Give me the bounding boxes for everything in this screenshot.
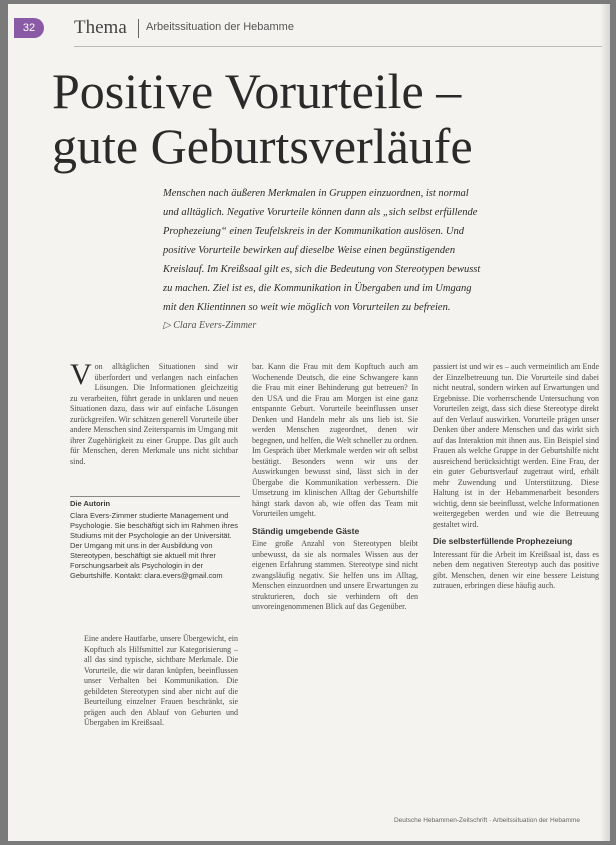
body-paragraph: passiert ist und wir es – auch vermeintlich am Ende der Einzelbetreuung tun. Die Vorurteile sind dabei nicht neutral, sondern wirken auf Erwartungen und Ergebnisse. Die vorherrschende Untersuchung von Vorurteilen zeigt, dass sich diese Stereotype direkt auf den Verlauf auswirken. Vorurteile prägen unser Denken über andere Menschen und das wirkt sich auf das Interaktion mit ihnen aus. Ein Beispiel sind Frauen als welche Gruppe in der Geburtshilfe nicht ausreichend berücksichtigt werden. Eine Frau, der ein guter Geburtsverlauf zugetraut wird, erhält mehr Zuwendung und Unterstützung. Diese Haltung ist in der Hebammenarbeit besonders wichtig, denn sie beeinflusst, welche Informationen weitergegeben werden und wie die Betreuung gestaltet wird.	[433, 362, 599, 529]
author-box-heading: Die Autorin	[70, 496, 240, 509]
magazine-page	[8, 4, 610, 841]
title-line-2: gute Geburtsverläufe	[52, 118, 473, 174]
section-label: Thema	[74, 17, 127, 38]
body-column-2	[252, 362, 418, 615]
title-line-1: Positive Vorurteile –	[52, 63, 462, 119]
article-title	[52, 64, 592, 174]
drop-cap: V	[70, 358, 92, 391]
article-lead: Menschen nach äußeren Merkmalen in Gruppen einzuordnen, ist normal und alltäglich. Negative Vorurteile können dann als „sich selbst erfüllende Prophezeiung“ einen Teufelskreis in der Kommunikation auslösen. Und positive Vorurteile bewirken auf dieselbe Weise einen begünstigenden Kreislauf. Im Kreißsaal gilt es, sich die Bedeutung von Stereotypen bewusst zu machen. Ziel ist es, die Kommunikation in Übergaben und im Umgang mit den Klientinnen so weit wie möglich von Vorurteilen zu befreien.	[163, 188, 481, 313]
subheading: Ständig umgebende Gäste	[252, 525, 360, 536]
body-paragraph: Eine große Anzahl von Stereotypen bleibt unbewusst, da sie als normales Wissen aus der eigenen Erfahrung stammen. Stereotype sind nicht zwangsläufig negativ. Sie helfen uns im Alltag, Menschen einzuordnen und unsere Erwartungen zu strukturieren, doch sie verhindern oft den unvoreingenommenen Blick auf das Gegenüber.	[252, 539, 418, 611]
page-number-badge: 32	[14, 18, 44, 38]
body-paragraph: on alltäglichen Situationen sind wir überfordert und verlangen nach einfachen Lösungen. Die Informationen gleichzeitig zu verarbeiten, führt gerade in unklaren und neuen Situationen dazu, dass wir auf einfache Lösungen zurückgreifen. Wir schätzen generell Vorurteile über andere Menschen sind Zeitersparnis im Umgang mit ihrer Zugehörigkeit zu einer Gruppe. Das gilt auch für Menschen, deren Merkmale uns nicht sichtbar sind.	[70, 362, 238, 466]
body-paragraph: Interessant für die Arbeit im Kreißsaal ist, dass es neben dem negativen Stereotyp auch das positive gibt. Menschen, denen wir eine bessere Leistung zutrauen, erbringen diese häufig auch.	[433, 549, 599, 590]
header-rule	[74, 46, 602, 47]
body-paragraph: Eine andere Hautfarbe, unsere Übergewicht, ein Kopftuch als Hilfsmittel zur Kategorisierung – all das sind typische, sichtbare Merkmale. Die Vorurteile, die wir daran knüpfen, beeinflussen unser Verhalten bei Kommunikation. Die gebildeten Stereotypen sind aber nicht auf die Beurteilung einzelner Frauen beschränkt, sie prägen auch den Ablauf von Geburten und Übergaben im Kreißsaal.	[84, 634, 238, 727]
body-column-3	[433, 362, 599, 594]
section-subject: Arbeitssituation der Hebamme	[146, 21, 294, 33]
header-divider	[138, 19, 139, 38]
author-info-box	[70, 496, 240, 581]
author-box-text: Clara Evers-Zimmer studierte Management und Psychologie. Sie beschäftigt sich im Rahmen ihres Studiums mit der Psychologie an der Universität. Der Umgang mit uns in der Ausbildung von Stereotypen, beschäftigt sie aktuell mit Ihrer Forschungsarbeit als Psychologin in der Geburtshilfe. Kontakt: clara.evers@gmail.com	[70, 511, 238, 580]
body-column-1-continued	[84, 634, 238, 731]
subheading: Die selbsterfüllende Prophezeiung	[433, 536, 573, 546]
page-header	[8, 16, 610, 42]
author-name: Clara Evers-Zimmer	[173, 320, 257, 331]
article-byline: ▷ Clara Evers-Zimmer	[163, 320, 257, 331]
body-paragraph: bar. Kann die Frau mit dem Kopftuch auch am Wochenende Deutsch, die eine Schwangere kann die Frau mit einer Behinderung gut betreuen? In den USA und die Frau am Morgen ist eine ganz entspannte Geburt. Vorurteile beeinflussen unser Denken und Handeln mehr als uns lieb ist. Sie werden Menschen zugeordnet, denen wir begegnen, und helfen, die Welt schneller zu ordnen. Im Gespräch über Merkmale werden wir oft selbst bestätigt. Besonders wenn wir uns der Auswirkungen bewusst sind, lässt sich in der Übergabe die Kommunikation verbessern. Die Umsetzung im klinischen Alltag der Geburtshilfe hängt stark davon ab, wie offen das Team mit Vorurteilen umgeht.	[252, 362, 418, 518]
scan-shadow	[600, 4, 610, 841]
body-column-1	[70, 358, 238, 469]
page-footer: Deutsche Hebammen-Zeitschrift · Arbeitssituation der Hebamme	[393, 817, 580, 824]
